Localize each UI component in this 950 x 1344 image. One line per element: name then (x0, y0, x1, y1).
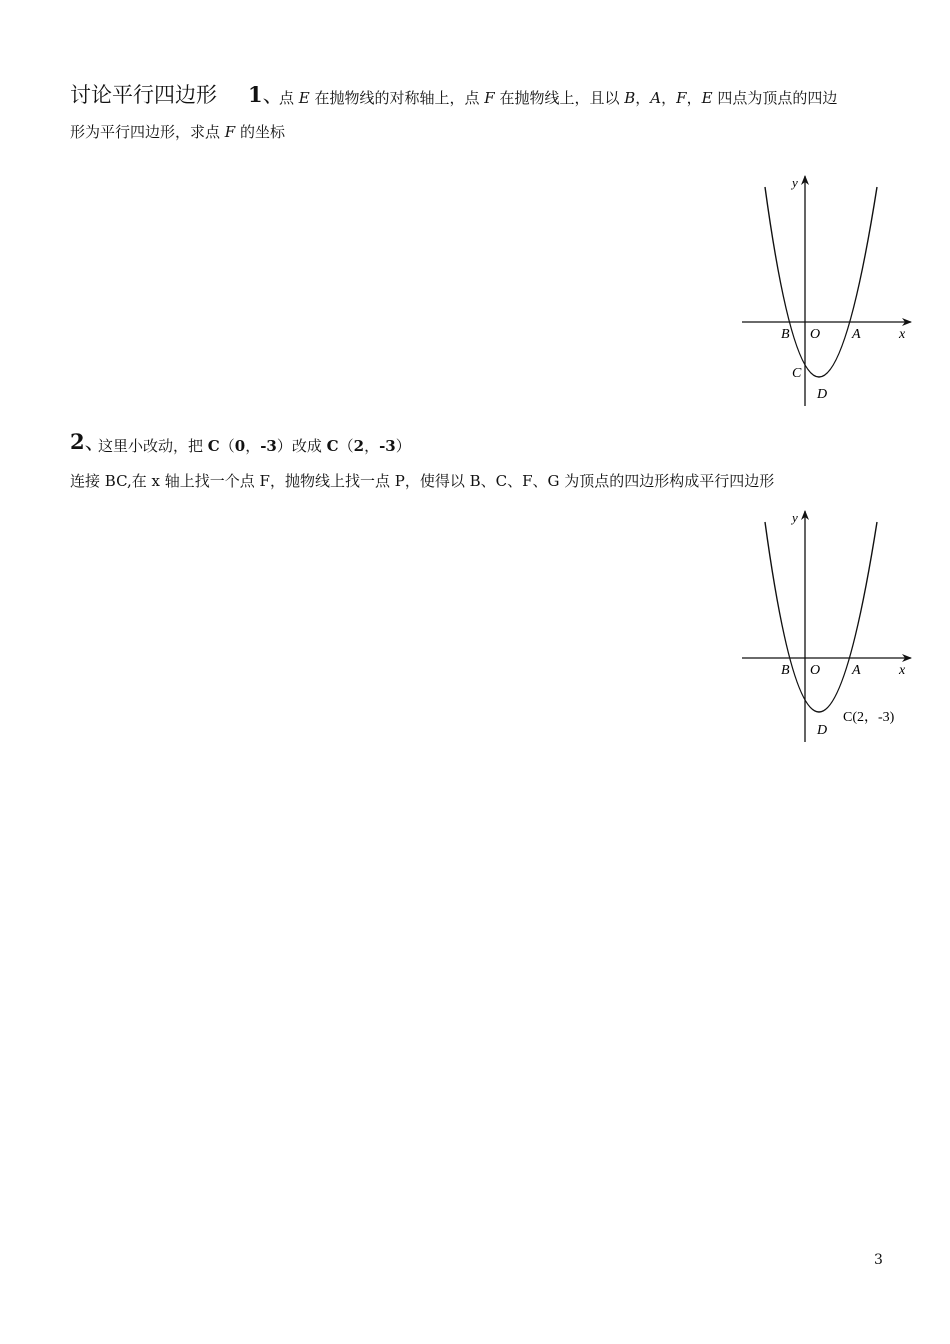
label-y-1: y (792, 175, 798, 190)
problem-1-number-mark: 、 (262, 83, 284, 107)
label-o-1: O (810, 327, 821, 342)
label-b-1: B (781, 327, 790, 342)
problem-2-number-mark: 、 (84, 430, 106, 454)
p1l2-segment: 的坐标 (235, 123, 285, 141)
label-x-1: x (899, 327, 906, 342)
p2l1-segment: ， (364, 437, 380, 455)
parabola-figure-2 (735, 505, 915, 745)
problem-1-heading: 讨论平行四边形 (70, 83, 217, 107)
label-c-coord-2: C(2，-3) (843, 710, 895, 725)
p1l1-segment: ， (686, 89, 702, 107)
p1l1-segment: 点 (279, 89, 299, 107)
parabola-curve-1 (765, 187, 877, 377)
p1l1-segment: E (701, 89, 713, 107)
p2l1-segment: ）改成 (276, 437, 327, 455)
p1l1-segment: ， (661, 89, 677, 107)
p1l1-segment: ， (635, 89, 651, 107)
label-d-2: D (817, 723, 828, 738)
p2l1-segment: ， (245, 437, 261, 455)
label-a-1: A (852, 327, 861, 342)
p1l1-segment: F (484, 89, 495, 107)
problem-2-text-line-2: 连接 BC,在 x 轴上找一个点 F，抛物线上找一点 P，使得以 B、C、F、G 为顶点的四边形构成平行四边形 (70, 472, 775, 490)
p2l1-segment: 这里小改动，把 (98, 437, 208, 455)
label-d-1: D (817, 387, 828, 402)
p1l1-segment: A (650, 89, 662, 107)
p1l1-segment: F (676, 89, 687, 107)
problem-2-text-line-1 (98, 435, 411, 456)
p2l1-segment: -3 (260, 437, 277, 455)
p1l2-segment: F (224, 123, 236, 141)
problem-1-text-line-1 (279, 87, 837, 108)
p2l1-segment: -3 (379, 437, 396, 455)
p2l1-segment: （ (338, 437, 354, 455)
parabola-curve-2 (765, 522, 877, 712)
parabola-figure-1 (735, 170, 915, 410)
p1l1-segment: 四点为顶点的四边 (712, 89, 838, 107)
label-c-1: C (792, 366, 802, 381)
p1l1-segment: B (624, 89, 636, 107)
label-x-2: x (899, 663, 906, 678)
p2l1-segment: 0 (234, 437, 246, 455)
problem-2-number-digit: 2 (70, 429, 85, 454)
label-y-2: y (792, 510, 798, 525)
p2l1-segment: 2 (353, 437, 365, 455)
problem-1-number-digit: 1 (248, 82, 263, 107)
problem-1-text-line-2 (70, 121, 285, 142)
label-b-2: B (781, 663, 790, 678)
p2l1-segment: ） (395, 437, 411, 455)
label-a-2: A (852, 663, 861, 678)
p1l2-segment: 形为平行四边形，求点 (70, 123, 225, 141)
page-number: 3 (874, 1252, 883, 1268)
p1l1-segment: 在抛物线上，且以 (494, 89, 625, 107)
p1l1-segment: E (298, 89, 310, 107)
p1l1-segment: 在抛物线的对称轴上，点 (309, 89, 485, 107)
p2l1-segment: C (326, 437, 339, 455)
label-o-2: O (810, 663, 821, 678)
p2l1-segment: （ (219, 437, 235, 455)
p2l1-segment: C (207, 437, 220, 455)
